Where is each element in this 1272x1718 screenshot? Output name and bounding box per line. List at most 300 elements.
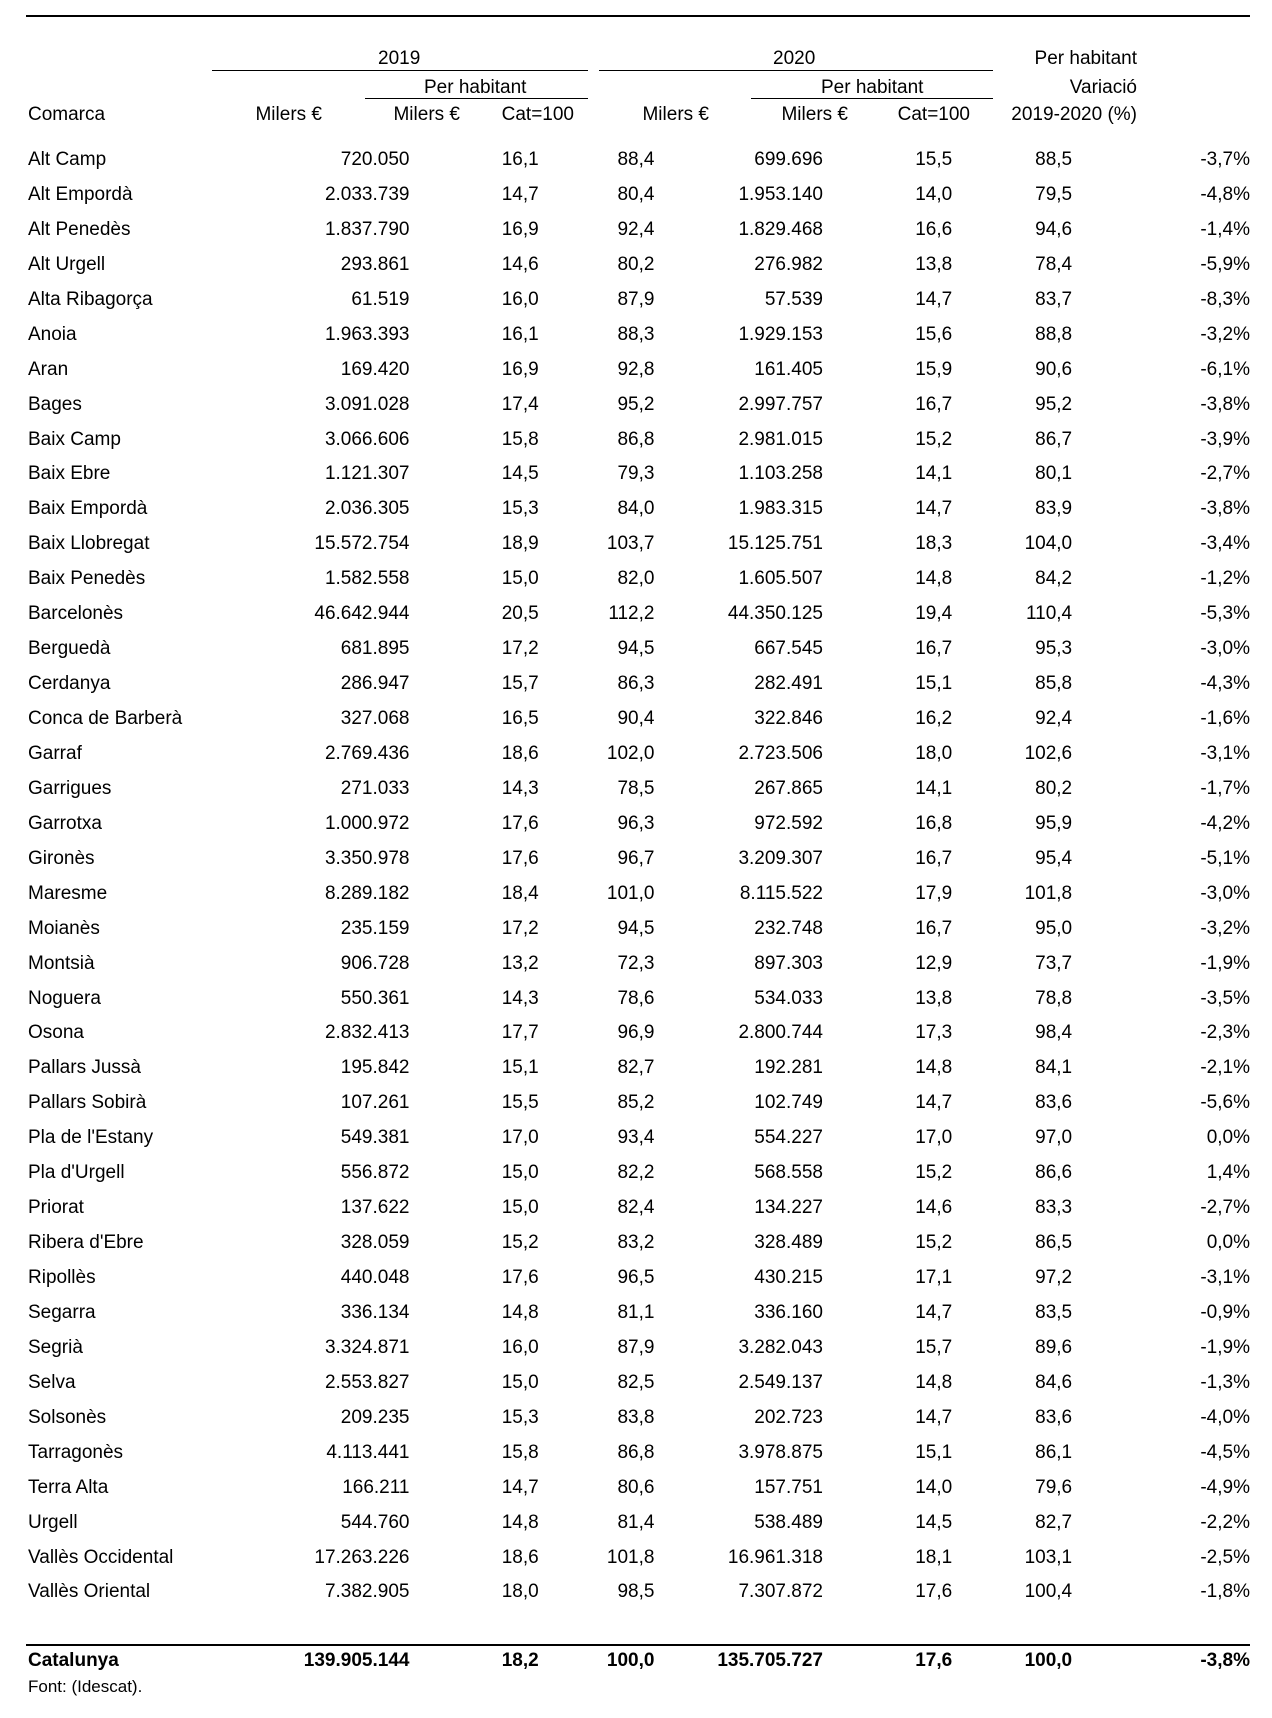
cell-pc-milers-2019: 17,6: [501, 1267, 539, 1288]
cell-milers-2020: 322.846: [754, 708, 823, 729]
cell-pc-milers-2019: 16,1: [501, 323, 539, 345]
cell-pc-milers-2019: 15,0: [501, 1162, 539, 1184]
cell-variacio: -4,0%: [1200, 1406, 1250, 1428]
cell-comarca: Berguedà: [28, 638, 111, 660]
cell-pc-milers-2020: 16,8: [915, 812, 953, 834]
cell-cat100-2020: 86,7: [1035, 428, 1073, 450]
cell-cat100-2019: 82,2: [617, 1162, 655, 1184]
cell-pc-milers-2019: 15,2: [501, 1232, 539, 1254]
cell-cat100-2020: 94,6: [1035, 218, 1073, 240]
cell-comarca: Alt Penedès: [28, 218, 131, 240]
table-row: [28, 737, 1250, 772]
cell-comarca: Aran: [28, 358, 69, 380]
cell-variacio: -3,5%: [1200, 987, 1250, 1009]
cell-pc-milers-2020: 15,9: [915, 358, 953, 380]
cell-cat100-2019: 90,4: [617, 708, 655, 729]
cell-milers-2019: 1.121.307: [324, 463, 410, 485]
cell-cat100-2019: 81,1: [617, 1301, 655, 1323]
cell-pc-milers-2020: 15,1: [915, 1441, 953, 1463]
header-cat100-2020: Cat=100: [897, 104, 970, 125]
cell-variacio: -5,3%: [1200, 603, 1250, 625]
cell-pc-milers-2020: 16,7: [915, 847, 953, 869]
cell-cat100-2020: 82,7: [1035, 1511, 1073, 1533]
table-row: [28, 807, 1250, 842]
cell-milers-2020: 57.539: [764, 288, 823, 310]
cell-cat100-2020: 103,1: [1024, 1546, 1073, 1568]
cell-milers-2020: 534.033: [754, 987, 823, 1009]
cell-comarca: Baix Ebre: [28, 463, 111, 485]
source-note: Font: (Idescat).: [28, 1677, 143, 1696]
cell-cat100-2019: 88,4: [617, 149, 655, 170]
table-row: [28, 772, 1250, 807]
cell-comarca: Osona: [28, 1022, 84, 1044]
cell-milers-2020: 554.227: [754, 1127, 823, 1149]
table-row: [28, 982, 1250, 1017]
cell-variacio: -3,2%: [1200, 323, 1250, 345]
cell-pc-milers-2019: 14,5: [501, 463, 539, 485]
cell-cat100-2019: 94,5: [617, 638, 655, 660]
cell-pc-milers-2019: 17,6: [501, 812, 539, 834]
cell-pc-milers-2019: 18,6: [501, 742, 539, 764]
cell-pc-milers-2020: 14,1: [915, 777, 953, 799]
cell-variacio: -4,9%: [1200, 1476, 1250, 1498]
cell-pc-milers-2020: 17,3: [915, 1022, 953, 1044]
cell-variacio: -1,9%: [1200, 1336, 1250, 1358]
table-row: [28, 1471, 1250, 1506]
cell-milers-2020: 202.723: [754, 1406, 823, 1428]
header-underline-perhab-2019: [365, 98, 588, 99]
cell-pc-milers-2020: 17,9: [915, 882, 953, 904]
table-row: [28, 1331, 1250, 1366]
header-milers-2019: Milers €: [255, 104, 322, 125]
cell-cat100-2019: 94,5: [617, 917, 655, 939]
cell-milers-2019: 271.033: [340, 777, 410, 799]
cell-milers-2019: 235.159: [340, 917, 410, 939]
cell-cat100-2020: 95,0: [1035, 917, 1073, 939]
table-row: [28, 457, 1250, 492]
cell-pc-milers-2019: 18,6: [501, 1546, 539, 1568]
cell-pc-milers-2020: 18,0: [915, 742, 953, 764]
cell-pc-milers-2020: 17,1: [915, 1267, 953, 1288]
cell-milers-2019: 137.622: [340, 1197, 410, 1219]
cell-cat100-2019: 80,4: [617, 183, 655, 205]
cell-cat100-2020: 100,4: [1024, 1581, 1073, 1603]
header-underline-2019: [212, 70, 588, 71]
cell-pc-milers-2019: 16,5: [501, 708, 539, 729]
header-cat100-2019: Cat=100: [501, 104, 574, 125]
cell-comarca: Bages: [28, 393, 82, 415]
table-row: [28, 1016, 1250, 1051]
cell-cat100-2019: 96,3: [617, 812, 655, 834]
cell-variacio: -1,3%: [1200, 1371, 1250, 1393]
table-row: [28, 1506, 1250, 1541]
cell-pc-milers-2019: 16,0: [501, 1336, 539, 1358]
cell-variacio: -3,0%: [1200, 638, 1250, 660]
cell-comarca: Garraf: [28, 742, 82, 764]
cell-cat100-2020: 102,6: [1024, 742, 1073, 764]
cell-pc-milers-2019: 14,8: [501, 1511, 539, 1533]
cell-cat100-2020: 97,0: [1035, 1127, 1073, 1149]
cell-milers-2020: 538.489: [754, 1511, 823, 1533]
cell-milers-2019: 169.420: [340, 358, 410, 380]
cell-pc-milers-2019: 18,9: [501, 533, 539, 555]
cell-pc-milers-2020: 15,7: [915, 1336, 953, 1358]
table-row: [28, 632, 1250, 667]
cell-cat100-2020: 83,7: [1035, 288, 1073, 310]
cell-milers-2019: 4.113.441: [326, 1441, 410, 1463]
cell-pc-milers-2019: 15,5: [501, 1092, 539, 1114]
cell-comarca: Solsonès: [28, 1406, 107, 1428]
cell-cat100-2019: 96,7: [617, 847, 655, 869]
cell-comarca: Baix Llobregat: [28, 533, 150, 555]
cell-comarca: Alta Ribagorça: [28, 288, 153, 310]
cell-milers-2020: 1.605.507: [738, 568, 823, 590]
table-row: [28, 143, 1250, 178]
cell-pc-milers-2019: 18,0: [501, 1581, 539, 1603]
cell-cat100-2020: 79,6: [1035, 1476, 1073, 1498]
cell-cat100-2019: 87,9: [617, 1336, 655, 1358]
cell-pc-milers-2020: 12,9: [915, 952, 953, 974]
table-row: [28, 912, 1250, 947]
cell-pc-milers-2019: 17,2: [501, 917, 539, 939]
header-right-line2: Variació: [1069, 77, 1137, 98]
cell-comarca: Alt Urgell: [28, 253, 106, 275]
cell-pc-milers-2020: 15,5: [915, 149, 953, 170]
table-row: [28, 877, 1250, 912]
cell-pc-milers-2019: 17,4: [501, 393, 539, 415]
cell-pc-milers-2020: 14,8: [915, 1371, 953, 1393]
cell-pc-milers-2020: 16,6: [915, 218, 953, 240]
total-row: [28, 1644, 1250, 1679]
cell-milers-2020: 44.350.125: [727, 603, 823, 625]
cell-cat100-2020: 84,6: [1035, 1371, 1073, 1393]
cell-cat100-2020: 78,4: [1035, 253, 1073, 275]
cell-comarca: Alt Camp: [28, 149, 107, 170]
cell-comarca: Moianès: [28, 917, 100, 939]
cell-pc-milers-2020: 14,7: [915, 498, 953, 520]
cell-cat100-2019: 92,8: [617, 358, 655, 380]
cell-cat100-2019: 78,6: [617, 987, 655, 1009]
table-row: [28, 388, 1250, 423]
cell-comarca: Conca de Barberà: [28, 708, 183, 729]
cell-variacio: 1,4%: [1206, 1162, 1250, 1184]
table-row: [28, 353, 1250, 388]
cell-milers-2020: 102.749: [754, 1092, 823, 1114]
cell-cat100-2019: 112,2: [608, 603, 655, 625]
cell-comarca: Ripollès: [28, 1267, 96, 1288]
header-right-line3: 2019-2020 (%): [1011, 104, 1137, 125]
cell-pc-milers-2019: 14,8: [501, 1301, 539, 1323]
cell-cat100-2019: 82,7: [617, 1057, 655, 1079]
cell-cat100-2019: 78,5: [617, 777, 655, 799]
top-rule: [26, 15, 1250, 17]
cell-milers-2020: 134.227: [754, 1197, 823, 1219]
cell-pc-milers-2020: 14,7: [915, 1092, 953, 1114]
cell-milers-2020: 157.751: [754, 1476, 823, 1498]
cell-pc-milers-2019: 15,0: [501, 1197, 539, 1219]
cell-pc-milers-2019: 16,9: [501, 218, 539, 240]
cell-pc-milers-2020: 15,6: [915, 323, 953, 345]
table-row: [28, 1296, 1250, 1331]
cell-pc-milers-2019: 15,8: [501, 1441, 539, 1463]
header-underline-perhab-2020: [751, 98, 993, 99]
cell-milers-2019: 3.091.028: [324, 393, 410, 415]
cell-cat100-2019: 86,3: [617, 673, 655, 695]
cell-milers-2020: 7.307.872: [738, 1581, 823, 1603]
cell-milers-2020: 2.997.757: [738, 393, 823, 415]
cell-milers-2020: 972.592: [754, 812, 823, 834]
cell-comarca: Terra Alta: [28, 1476, 109, 1498]
cell-cat100-2020: 95,9: [1035, 812, 1073, 834]
header-milers-2020: Milers €: [642, 104, 709, 125]
cell-cat100-2020: 86,1: [1035, 1441, 1073, 1463]
cell-cat100-2020: 83,5: [1035, 1301, 1073, 1323]
table-row: [28, 1541, 1250, 1576]
cell-milers-2019: 549.381: [340, 1127, 410, 1149]
cell-milers-2019: 906.728: [340, 952, 410, 974]
cell-pc-milers-2020: 14,7: [915, 1406, 953, 1428]
cell-pc-milers-2019: 14,6: [501, 253, 539, 275]
cell-cat100-2019: 101,0: [606, 882, 655, 904]
cell-milers-2019: 195.842: [340, 1057, 410, 1079]
cell-pc-milers-2019: 17,0: [501, 1127, 539, 1149]
cell-variacio: -4,2%: [1200, 812, 1250, 834]
cell-milers-2019: 1.000.972: [324, 812, 410, 834]
cell-cat100-2020: 83,9: [1035, 498, 1073, 520]
header-pc-milers-2020: Milers €: [781, 104, 848, 125]
cell-variacio: -1,4%: [1200, 218, 1250, 240]
cell-cat100-2019: 80,2: [617, 253, 655, 275]
table-row: [28, 947, 1250, 982]
cell-comarca: Barcelonès: [28, 603, 124, 625]
cell-cat100-2020: 92,4: [1035, 708, 1073, 729]
cell-variacio: -2,5%: [1200, 1546, 1250, 1568]
cell-milers-2020: 232.748: [754, 917, 823, 939]
cell-milers-2020: 3.209.307: [738, 847, 823, 869]
cell-variacio: -3,9%: [1200, 428, 1250, 450]
cell-variacio: -2,7%: [1200, 1197, 1250, 1219]
cell-variacio: -1,7%: [1200, 777, 1250, 799]
cell-comarca: Garrotxa: [28, 812, 102, 834]
cell-pc-milers-2020: 15,1: [915, 673, 953, 695]
cell-milers-2019: 1.582.558: [324, 568, 410, 590]
cell-milers-2019: 1.963.393: [324, 323, 410, 345]
cell-milers-2020: 328.489: [754, 1232, 823, 1254]
cell-cat100-2019: 86,8: [617, 428, 655, 450]
table-row: [28, 1366, 1250, 1401]
cell-cat100-2020: 85,8: [1035, 673, 1073, 695]
cell-cat100-2020: 88,5: [1035, 149, 1073, 170]
cell-cat100-2020: 84,2: [1035, 568, 1073, 590]
cell-pc-milers-2019: 14,3: [501, 777, 539, 799]
cell-milers-2019: 2.769.436: [324, 742, 410, 764]
cell-milers-2020: 282.491: [754, 673, 823, 695]
cell-cat100-2019: 103,7: [606, 533, 655, 555]
cell-milers-2020: 192.281: [754, 1057, 823, 1079]
cell-cat100-2019: 87,9: [617, 288, 655, 310]
header-year-2020: 2020: [773, 48, 816, 69]
cell-milers-2019: 328.059: [340, 1232, 410, 1254]
cell-pc-milers-2019: 17,6: [501, 847, 539, 869]
cell-variacio: -8,3%: [1200, 288, 1250, 310]
cell-pc-milers-2020: 14,8: [915, 1057, 953, 1079]
table-row: [28, 1575, 1250, 1610]
cell-milers-2020: 3.282.043: [738, 1336, 823, 1358]
header-right-line1: Per habitant: [1034, 48, 1137, 69]
cell-variacio: -6,1%: [1200, 358, 1250, 380]
cell-pc-milers-2019: 20,5: [501, 603, 539, 625]
table-row: [28, 213, 1250, 248]
cell-cat100-2020: 73,7: [1035, 952, 1073, 974]
cell-cat100-2019: 82,0: [617, 568, 655, 590]
cell-milers-2019: 1.837.790: [324, 218, 410, 240]
cell-milers-2019: 550.361: [340, 987, 410, 1009]
cell-comarca: Gironès: [28, 847, 95, 869]
cell-pc-milers-2020: 13,8: [915, 987, 953, 1009]
cell-pc-milers-2020: 14,8: [915, 568, 953, 590]
cell-milers-2019: 3.350.978: [324, 847, 410, 869]
cell-cat100-2020: 80,1: [1035, 463, 1073, 485]
table-row: [28, 1086, 1250, 1121]
cell-milers-2019: 2.033.739: [324, 183, 410, 205]
cell-cat100-2020: 104,0: [1024, 533, 1073, 555]
cell-pc-milers-2020: 14,7: [915, 288, 953, 310]
cell-variacio: -1,6%: [1200, 708, 1250, 729]
cell-variacio: -3,7%: [1200, 149, 1250, 170]
cell-pc-milers-2020: 19,4: [915, 603, 953, 625]
cell-milers-2020: 267.865: [754, 777, 823, 799]
cell-milers-2019: 2.553.827: [324, 1371, 410, 1393]
cell-variacio: -2,3%: [1200, 1022, 1250, 1044]
cell-milers-2020: 897.303: [754, 952, 823, 974]
cell-comarca: Segrià: [28, 1336, 83, 1358]
total-cat100-2020: 100,0: [1024, 1650, 1073, 1671]
cell-pc-milers-2020: 16,2: [915, 708, 953, 729]
cell-milers-2020: 568.558: [754, 1162, 823, 1184]
cell-cat100-2019: 96,5: [617, 1267, 655, 1288]
cell-milers-2019: 327.068: [340, 708, 410, 729]
cell-pc-milers-2019: 15,0: [501, 1371, 539, 1393]
total-milers-2020: 135.705.727: [717, 1650, 823, 1671]
cell-pc-milers-2020: 16,7: [915, 917, 953, 939]
header-year-2019: 2019: [378, 48, 421, 69]
cell-pc-milers-2019: 15,7: [501, 673, 539, 695]
cell-pc-milers-2019: 17,2: [501, 638, 539, 660]
cell-cat100-2020: 83,6: [1035, 1406, 1073, 1428]
cell-milers-2020: 8.115.522: [739, 882, 823, 904]
cell-variacio: -3,2%: [1200, 917, 1250, 939]
cell-milers-2019: 8.289.182: [324, 882, 410, 904]
cell-pc-milers-2020: 14,1: [915, 463, 953, 485]
cell-milers-2020: 161.405: [754, 358, 823, 380]
table-row: [28, 1191, 1250, 1226]
table-row: [28, 1401, 1250, 1436]
table-row: [28, 1051, 1250, 1086]
cell-cat100-2019: 92,4: [617, 218, 655, 240]
cell-pc-milers-2020: 14,7: [915, 1301, 953, 1323]
total-milers-2019: 139.905.144: [303, 1650, 410, 1671]
cell-pc-milers-2020: 14,0: [915, 183, 953, 205]
cell-cat100-2019: 95,2: [617, 393, 655, 415]
cell-comarca: Alt Empordà: [28, 183, 133, 205]
cell-pc-milers-2019: 15,0: [501, 568, 539, 590]
total-pc-milers-2019: 18,2: [501, 1650, 539, 1671]
cell-comarca: Priorat: [28, 1197, 84, 1219]
cell-comarca: Baix Empordà: [28, 498, 148, 520]
total-table: [28, 1644, 1250, 1679]
table-row: [28, 423, 1250, 458]
cell-milers-2020: 430.215: [754, 1267, 823, 1288]
cell-pc-milers-2019: 13,2: [501, 952, 539, 974]
cell-cat100-2020: 101,8: [1024, 882, 1073, 904]
cell-variacio: -5,6%: [1200, 1092, 1250, 1114]
cell-cat100-2020: 80,2: [1035, 777, 1073, 799]
cell-comarca: Pallars Sobirà: [28, 1092, 147, 1114]
cell-milers-2019: 3.324.871: [324, 1336, 410, 1358]
cell-cat100-2020: 88,8: [1035, 323, 1073, 345]
cell-milers-2019: 293.861: [340, 253, 410, 275]
cell-pc-milers-2019: 16,9: [501, 358, 539, 380]
cell-cat100-2020: 98,4: [1035, 1022, 1073, 1044]
cell-cat100-2019: 88,3: [617, 323, 655, 345]
cell-variacio: -1,8%: [1200, 1581, 1250, 1603]
table-row: [28, 1156, 1250, 1191]
table-row: [28, 248, 1250, 283]
cell-cat100-2020: 84,1: [1035, 1057, 1073, 1079]
cell-variacio: -5,9%: [1200, 253, 1250, 275]
header-per-habitant-2020: Per habitant: [821, 77, 924, 98]
cell-variacio: -1,9%: [1200, 952, 1250, 974]
cell-milers-2019: 3.066.606: [324, 428, 410, 450]
cell-cat100-2020: 95,2: [1035, 393, 1073, 415]
cell-variacio: -4,8%: [1200, 183, 1250, 205]
cell-pc-milers-2020: 14,6: [915, 1197, 953, 1219]
cell-comarca: Baix Penedès: [28, 568, 146, 590]
cell-pc-milers-2019: 15,3: [501, 498, 539, 520]
cell-variacio: -4,3%: [1200, 673, 1250, 695]
cell-cat100-2019: 81,4: [617, 1511, 655, 1533]
table-row: [28, 318, 1250, 353]
cell-milers-2020: 699.696: [754, 149, 823, 170]
cell-milers-2020: 336.160: [754, 1301, 823, 1323]
cell-milers-2020: 1.953.140: [738, 183, 823, 205]
cell-milers-2019: 556.872: [340, 1162, 410, 1184]
cell-pc-milers-2019: 17,7: [501, 1022, 539, 1044]
cell-milers-2020: 1.829.468: [738, 218, 823, 240]
cell-milers-2020: 2.800.744: [738, 1022, 823, 1044]
cell-milers-2019: 15.572.754: [314, 533, 410, 555]
cell-comarca: Cerdanya: [28, 673, 111, 695]
cell-milers-2020: 1.103.258: [738, 463, 823, 485]
cell-milers-2019: 107.261: [340, 1092, 410, 1114]
cell-pc-milers-2019: 16,1: [501, 149, 539, 170]
cell-variacio: -1,2%: [1200, 568, 1250, 590]
cell-pc-milers-2019: 15,3: [501, 1406, 539, 1428]
cell-comarca: Montsià: [28, 952, 95, 974]
cell-comarca: Tarragonès: [28, 1441, 124, 1463]
cell-comarca: Baix Camp: [28, 428, 121, 450]
cell-cat100-2020: 97,2: [1035, 1267, 1073, 1288]
cell-cat100-2020: 86,5: [1035, 1232, 1073, 1254]
table-row: [28, 1261, 1250, 1296]
cell-cat100-2019: 102,0: [606, 742, 655, 764]
cell-comarca: Anoia: [28, 323, 77, 345]
cell-milers-2020: 2.723.506: [738, 742, 823, 764]
cell-comarca: Noguera: [28, 987, 101, 1009]
cell-cat100-2019: 83,2: [617, 1232, 655, 1254]
total-pc-milers-2020: 17,6: [915, 1650, 953, 1671]
cell-milers-2019: 720.050: [340, 149, 410, 170]
